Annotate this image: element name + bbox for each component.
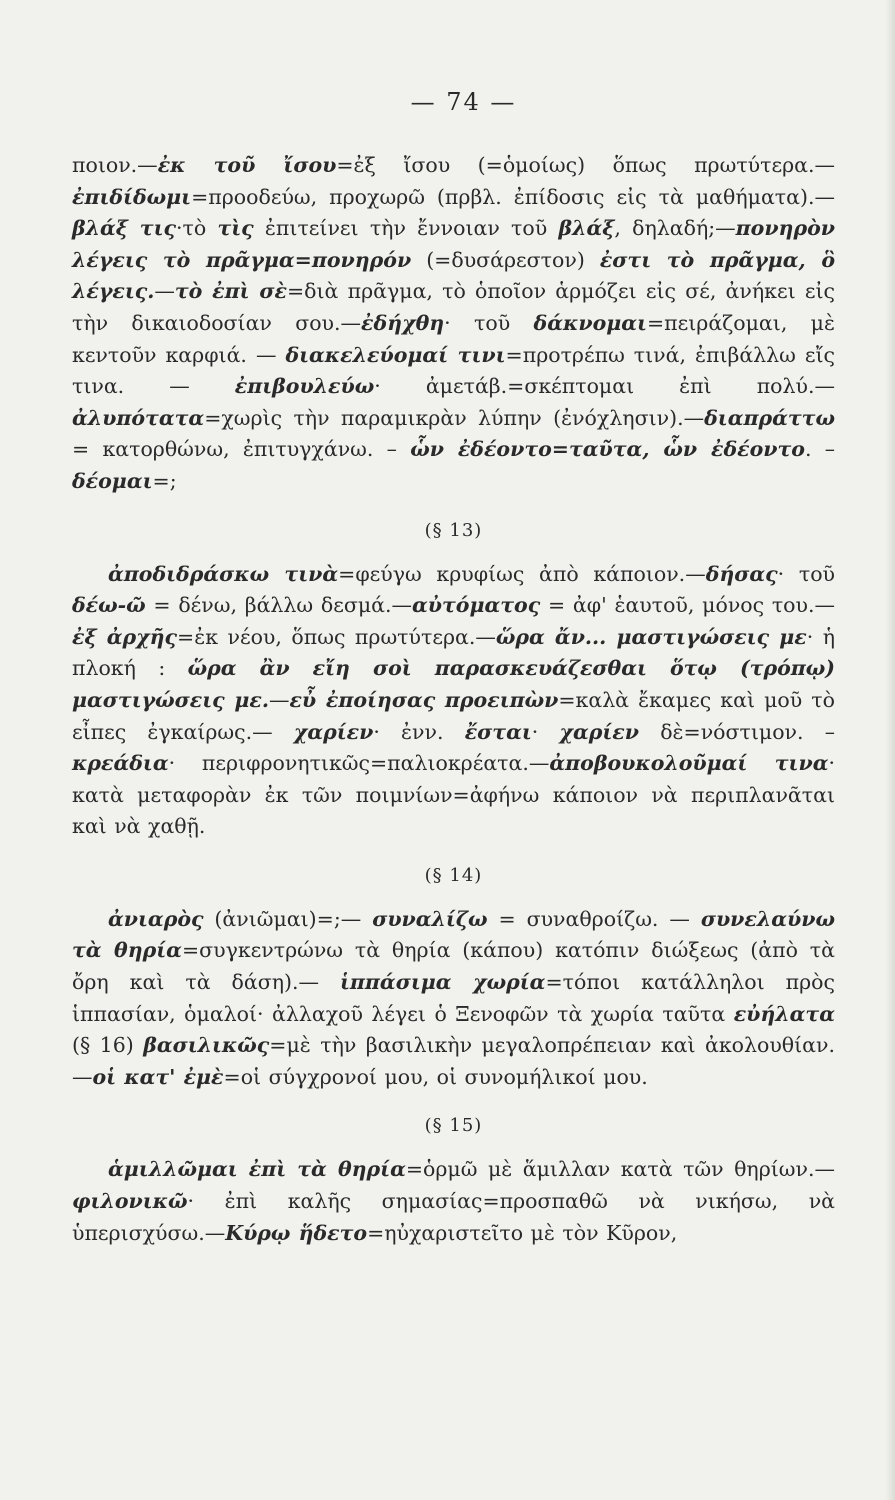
glossary-term: συναλίζω bbox=[372, 906, 488, 931]
glossary-text: = δένω, βάλλω δεσμά.— bbox=[145, 593, 413, 618]
glossary-text: (§ 16) bbox=[72, 1033, 144, 1058]
glossary-term: δήσας bbox=[705, 561, 778, 586]
glossary-term: δέω-ῶ bbox=[72, 593, 146, 618]
glossary-term: συνελαύνω τὰ θηρία bbox=[72, 906, 835, 963]
glossary-term: κρεάδια bbox=[72, 751, 169, 776]
glossary-term: δέομαι bbox=[72, 468, 153, 493]
glossary-text: =οἱ σύγχρονοί μου, οἱ συνομήλικοί μου. bbox=[223, 1064, 648, 1089]
glossary-term: ἐξ ἀρχῆς bbox=[72, 624, 178, 649]
glossary-text: · ἐπὶ καλῆς σημασίας=προσπαθῶ νὰ νικήσω, νὰ ὑπερισχύσω.— bbox=[72, 1189, 835, 1245]
glossary-text: =; bbox=[152, 468, 177, 493]
glossary-section bbox=[72, 865, 835, 1094]
glossary-text: (=δυσάρεστον) bbox=[411, 247, 600, 272]
glossary-paragraph bbox=[72, 1154, 835, 1249]
glossary-text: = κατορθώνω, ἐπιτυγχάνω. – bbox=[72, 437, 411, 462]
glossary-term: εὖ ἐποίησας προειπὼν bbox=[289, 687, 559, 712]
page-spine-shadow bbox=[885, 0, 895, 1500]
glossary-text: =ὁρμῶ μὲ ἅμιλλαν κατὰ τῶν θηρίων.— bbox=[405, 1157, 835, 1182]
glossary-term: ἔσται bbox=[464, 719, 532, 744]
page-content bbox=[72, 150, 835, 1249]
glossary-text: = συναθροίζω. — bbox=[487, 906, 701, 931]
glossary-text: δὲ=νόστιμον. – bbox=[639, 719, 835, 744]
glossary-term: ἐκ τοῦ ἴσου bbox=[157, 153, 337, 177]
glossary-term: δάκνομαι bbox=[533, 310, 647, 335]
glossary-text: ἐπιτείνει τὴν ἔννοιαν τοῦ bbox=[253, 216, 559, 241]
glossary-term: ἀνιαρὸς bbox=[108, 906, 204, 931]
glossary-section bbox=[72, 150, 835, 498]
glossary-term: χαρίεν bbox=[559, 719, 639, 744]
glossary-term: χαρίεν bbox=[293, 719, 374, 744]
glossary-paragraph bbox=[72, 904, 835, 1094]
glossary-text: , δηλαδή;— bbox=[614, 216, 736, 241]
glossary-text: =προτρέπω τινά, ἐπιβάλλω εἴς τινα. — bbox=[72, 342, 836, 399]
glossary-section bbox=[72, 520, 835, 843]
glossary-term: Κύρῳ ἥδετο bbox=[225, 1220, 368, 1245]
glossary-text: · ἐνν. bbox=[373, 719, 465, 744]
section-heading: (§ 13) bbox=[424, 519, 483, 541]
glossary-term: ὧν ἐδέοντο=ταῦτα, ὧν ἐδέοντο bbox=[410, 437, 805, 462]
glossary-term: αὐτόματος bbox=[412, 593, 541, 618]
glossary-text: =καλὰ ἔκαμες καὶ μοῦ τὸ εἶπες ἐγκαίρως.— bbox=[72, 687, 835, 744]
glossary-term: ἀποδιδράσκω τινὰ bbox=[108, 561, 339, 586]
glossary-text: · περιφρονητικῶς=παλιοκρέατα.— bbox=[168, 751, 550, 776]
section-heading: (§ 15) bbox=[424, 1115, 483, 1137]
glossary-text: =ηὐχαριστεῖτο μὲ τὸν Κῦρον, bbox=[367, 1220, 678, 1245]
glossary-text: . – bbox=[804, 437, 835, 462]
glossary-term: εὐήλατα bbox=[733, 1001, 835, 1026]
glossary-text: · ἀμετάβ.=σκέπτομαι ἐπὶ πολύ.— bbox=[374, 374, 835, 399]
glossary-term: ἀποβουκολοῦμαί τινα bbox=[549, 751, 829, 776]
glossary-text: =προοδεύω, προχωρῶ (πρβλ. ἐπίδοσις εἰς τὰ μαθήματα).— bbox=[191, 184, 835, 209]
glossary-term: διαπράττω bbox=[704, 405, 835, 430]
glossary-term: ἐστι τὸ πρᾶγμα, ὃ λέγεις. bbox=[72, 247, 835, 304]
glossary-term: φιλονικῶ bbox=[72, 1189, 188, 1214]
glossary-term: ἁμιλλῶμαι ἐπὶ τὰ θηρία bbox=[108, 1157, 406, 1182]
glossary-text: = ἀφ' ἑαυτοῦ, μόνος του.— bbox=[540, 593, 836, 618]
glossary-term: ἀλυπότατα bbox=[72, 405, 205, 430]
glossary-term: βλάξ bbox=[558, 216, 615, 241]
glossary-term: ὥρα ἄν... μαστιγώσεις με bbox=[495, 624, 807, 649]
glossary-term: ἐπιβουλεύω bbox=[234, 374, 375, 399]
glossary-term: τὸ ἐπὶ σὲ bbox=[174, 279, 287, 304]
glossary-text: =χωρὶς τὴν παραμικρὰν λύπην (ἐνόχλησιν).— bbox=[204, 405, 705, 430]
glossary-text: =ἐξ ἴσου (=ὁμοίως) ὅπως πρωτύτερα.— bbox=[336, 153, 835, 177]
glossary-term: πονηρὸν λέγεις τὸ πρᾶγμα=πονηρόν bbox=[72, 216, 835, 272]
glossary-text: — bbox=[268, 687, 290, 712]
glossary-text: =διὰ πρᾶγμα, τὸ ὁποῖον ἁρμόζει εἰς σέ, ἀνήκει εἰς τὴν δικαιοδοσίαν σου.— bbox=[72, 279, 835, 335]
glossary-term: τὶς bbox=[217, 216, 254, 241]
glossary-term: βασιλικῶς bbox=[143, 1033, 270, 1058]
glossary-text: ποιον.— bbox=[72, 153, 158, 177]
glossary-paragraph bbox=[72, 150, 835, 498]
glossary-term: διακελεύομαί τινι bbox=[285, 342, 506, 367]
glossary-text: =συγκεντρώνω τὰ θηρία (κάπου) κατόπιν διώξεως (ἀπὸ τὰ ὄρη καὶ τὰ δάση).— bbox=[72, 938, 835, 995]
glossary-term: ἐδήχθη bbox=[361, 310, 445, 335]
glossary-text: =τόποι κατάλληλοι πρὸς ἱππασίαν, ὁμαλοί· ἀλλαχοῦ λέγει ὁ Ξενοφῶν τὰ χωρία ταῦτα bbox=[72, 970, 835, 1026]
glossary-text: =φεύγω κρυφίως ἀπὸ κάποιον.— bbox=[338, 561, 706, 586]
glossary-text: ·τὸ bbox=[176, 216, 218, 241]
glossary-term: βλάξ τις bbox=[72, 216, 176, 241]
glossary-text: · τοῦ bbox=[777, 561, 835, 586]
glossary-text: =μὲ τὴν βασιλικὴν μεγαλοπρέπειαν καὶ ἀκολουθίαν.— bbox=[72, 1033, 835, 1089]
section-heading: (§ 14) bbox=[424, 864, 483, 886]
glossary-text: · bbox=[531, 719, 560, 744]
glossary-term: ὥρα ἂν εἴη σοὶ παρασκευάζεσθαι ὅτῳ (τρόπῳ) μαστιγώσεις με. bbox=[72, 656, 835, 712]
glossary-section bbox=[72, 1115, 835, 1249]
glossary-term: ἐπιδίδωμι bbox=[72, 184, 192, 209]
page-number: — 74 — bbox=[410, 88, 517, 116]
glossary-text: — bbox=[154, 279, 175, 304]
glossary-text: · ἡ πλοκή : bbox=[72, 624, 835, 681]
glossary-text: =ἐκ νέου, ὅπως πρωτύτερα.— bbox=[177, 624, 496, 649]
glossary-text: =πειράζομαι, μὲ κεντοῦν καρφιά. — bbox=[72, 310, 836, 367]
glossary-term: οἱ κατ' ἐμὲ bbox=[92, 1064, 224, 1089]
glossary-text: · κατὰ μεταφορὰν ἐκ τῶν ποιμνίων=ἀφήνω κάποιον νὰ περιπλανᾶται καὶ νὰ χαθῇ. bbox=[72, 751, 835, 839]
glossary-paragraph bbox=[72, 559, 835, 843]
glossary-term: ἱππάσιμα χωρία bbox=[340, 970, 546, 995]
glossary-text: · τοῦ bbox=[444, 310, 534, 335]
glossary-text: (ἀνιῶμαι)=;— bbox=[203, 906, 373, 931]
